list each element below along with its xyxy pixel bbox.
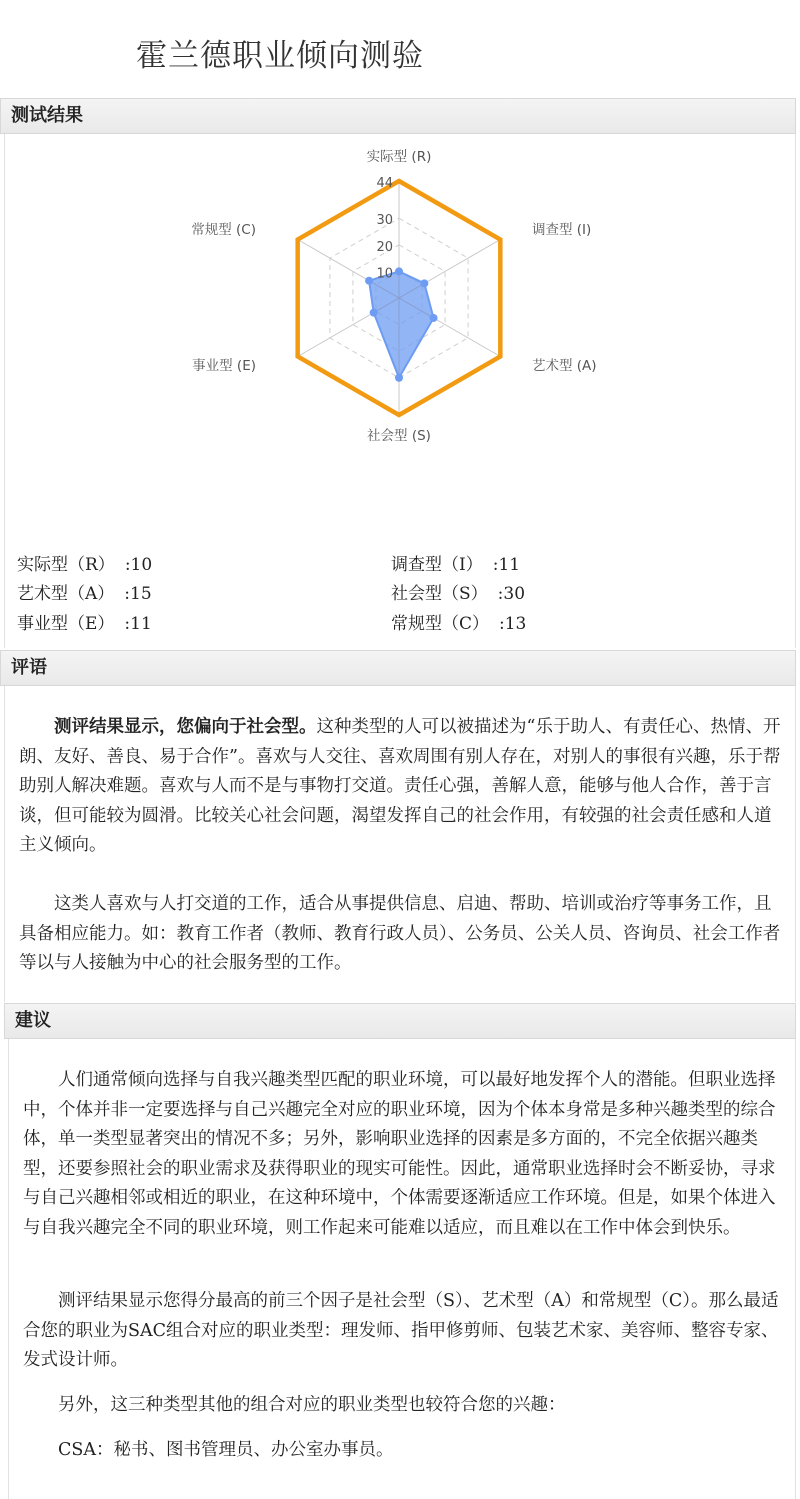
- score-value: :30: [497, 584, 526, 604]
- comment-panel: [4, 686, 796, 1002]
- tick-label: 20: [376, 239, 393, 255]
- axis-label: 社会型 (S): [367, 428, 431, 444]
- score-label: 实际型（R）: [17, 555, 115, 575]
- section-header-comment: 评语: [0, 650, 796, 686]
- radar-point: [365, 277, 373, 285]
- page-title: 霍兰德职业倾向测验: [136, 38, 424, 74]
- radar-point: [395, 374, 403, 382]
- axis-label: 实际型 (R): [366, 149, 432, 165]
- tick-label: 44: [376, 176, 393, 191]
- radar-data-area: [369, 271, 433, 377]
- radar-chart: [5, 134, 795, 534]
- score-value: :13: [499, 614, 527, 634]
- score-c: [391, 609, 526, 634]
- axis-label: 事业型 (E): [192, 358, 256, 374]
- comment-paragraph-2: 这类人喜欢与人打交道的工作，适合从事提供信息、启迪、帮助、培训或治疗等事务工作，且具备相应能力。如：教育工作者（教师、教育行政人员）、公务员、公关人员、咨询员、社会工作者等以与人接触为中心的社会服务型的工作。: [19, 894, 781, 973]
- score-value: :11: [124, 614, 152, 634]
- comment-lead: 测评结果显示，您偏向于社会型。: [54, 717, 317, 737]
- score-e: [17, 609, 152, 634]
- score-label: 艺术型（A）: [17, 584, 115, 604]
- result-panel: [4, 134, 796, 648]
- tick-label: 10: [376, 266, 393, 282]
- radar-point: [420, 279, 428, 287]
- score-value: :15: [124, 584, 152, 604]
- axis-label: 常规型 (C): [191, 222, 256, 238]
- section-header-advice: 建议: [4, 1003, 796, 1039]
- advice-paragraph-1: 人们通常倾向选择与自我兴趣类型匹配的职业环境，可以最好地发挥个人的潜能。但职业选择中，个体并非一定要选择与自己兴趣完全对应的职业环境，因为个体本身常是多种兴趣类型的综合体，单一类型显著突出的情况不多；另外，影响职业选择的因素是多方面的，不完全依据兴趣类型，还要参照社会的职业需求及获得职业的现实可能性。因此，通常职业选择时会不断妥协，寻求与自己兴趣相邻或相近的职业，在这种环境中，个体需要逐渐适应工作环境。但是，如果个体进入与自我兴趣完全不同的职业环境，则工作起来可能难以适应，而且难以在工作中体会到快乐。: [23, 1070, 776, 1238]
- axis-label: 调查型 (I): [532, 222, 592, 238]
- score-label: 社会型（S）: [391, 584, 488, 604]
- comment-paragraph-1: [19, 713, 783, 861]
- radar-point: [430, 314, 438, 322]
- radar-point: [395, 267, 403, 275]
- score-r: [17, 550, 152, 575]
- radar-point: [370, 309, 378, 317]
- score-a: [17, 579, 152, 604]
- advice-paragraph-3: 另外，这三种类型其他的组合对应的职业类型也较符合您的兴趣：: [58, 1395, 566, 1415]
- score-s: [391, 579, 525, 604]
- score-label: 调查型（I）: [391, 555, 483, 575]
- score-label: 事业型（E）: [17, 614, 115, 634]
- axis-label: 艺术型 (A): [532, 358, 597, 374]
- tick-label: 30: [376, 213, 393, 229]
- score-value: :10: [124, 555, 153, 575]
- score-value: :11: [492, 555, 521, 575]
- score-label: 常规型（C）: [391, 614, 490, 634]
- section-header-result: 测试结果: [0, 98, 796, 134]
- advice-paragraph-2: 测评结果显示您得分最高的前三个因子是社会型（S）、艺术型（A）和常规型（C）。那么最适合您的职业为SAC组合对应的职业类型：理发师、指甲修剪师、包装艺术家、美容师、整容专家、发式设计师。: [23, 1291, 779, 1370]
- advice-panel: [8, 1039, 796, 1499]
- score-i: [391, 550, 520, 575]
- advice-paragraph-4: CSA：秘书、图书管理员、办公室办事员。: [58, 1440, 394, 1460]
- comment-text: 这种类型的人可以被描述为“乐于助人、有责任心、热情、开朗、友好、善良、易于合作”。喜欢与人交往、喜欢周围有别人存在，对别人的事很有兴趣，乐于帮助别人解决难题。喜欢与人而不是与事物打交道。责任心强，善解人意，能够与他人合作，善于言谈，但可能较为圆滑。比较关心社会问题，渴望发挥自己的社会作用，有较强的社会责任感和人道主义倾向。: [19, 717, 781, 855]
